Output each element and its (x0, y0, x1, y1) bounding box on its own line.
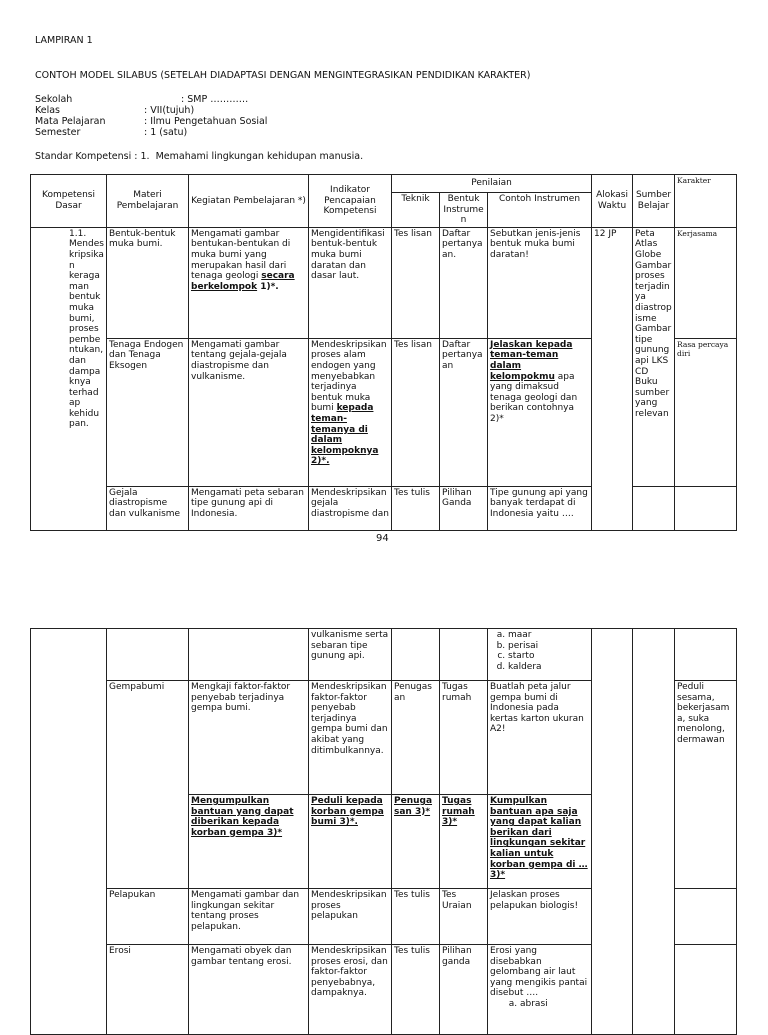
bentuk-cell: Daftar pertanyaan (440, 338, 488, 486)
bentuk-cell (440, 629, 488, 681)
contoh-cell: Jelaskan kepada teman-teman dalam kelompokmu apa yang dimaksud tenaga geologi dan berikan contohnya 2)* (488, 338, 592, 486)
karakter-cell (675, 486, 737, 530)
header-teknik: Teknik (392, 193, 440, 228)
materi-cell: Gempabumi (107, 681, 189, 889)
indikator-cell: vulkanisme serta sebaran tipe gunung api. (309, 629, 392, 681)
materi-cell (107, 629, 189, 681)
syllabus-table-page1 (30, 174, 737, 531)
teknik-cell (392, 629, 440, 681)
indikator-cell: Mendeskripsikan gejala diastropisme dan (309, 486, 392, 530)
standar-kompetensi: Standar Kompetensi : 1. Memahami lingkungan kehidupan manusia. (35, 151, 364, 162)
karakter-cell: Rasa percaya diri (675, 338, 737, 486)
contoh-cell: Tipe gunung api yang banyak terdapat di Indonesia yaitu …. (488, 486, 592, 530)
mapel-label: Mata Pelajaran (35, 116, 106, 127)
contoh-cell: Buatlah peta jalur gempa bumi di Indonesia pada kertas karton ukuran A2! (488, 681, 592, 795)
kegiatan-cell: Mengamati gambar dan lingkungan sekitar tentang proses pelapukan. (189, 889, 309, 945)
mapel-value: : Ilmu Pengetahuan Sosial (144, 116, 268, 127)
teknik-cell: Tes tulis (392, 945, 440, 1035)
lampiran-label: LAMPIRAN 1 (35, 35, 93, 46)
bentuk-cell: Pilihan Ganda (440, 486, 488, 530)
kegiatan-cell: Mengamati obyek dan gambar tentang erosi. (189, 945, 309, 1035)
materi-cell: Gejala diastropisme dan vulkanisme (107, 486, 189, 530)
bentuk-cell: Tugas rumah (440, 681, 488, 795)
sumber-cell (633, 486, 675, 530)
kelas-label: Kelas (35, 105, 61, 116)
materi-cell: Pelapukan (107, 889, 189, 945)
contoh-cell: Jelaskan proses pelapukan biologis! (488, 889, 592, 945)
contoh-cell: Sebutkan jenis-jenis bentuk muka bumi daratan! (488, 227, 592, 338)
header-indikator: Indikator Pencapaian Kompetensi (309, 175, 392, 228)
teknik-cell: Penugasan (392, 681, 440, 795)
header-kompetensi: Kompetensi Dasar (31, 175, 107, 228)
answer-options (490, 630, 589, 672)
page-number: 94 (376, 533, 389, 544)
bentuk-cell: Pilihan ganda (440, 945, 488, 1035)
option-item: c. starto (508, 651, 589, 662)
header-karakter: Karakter (675, 175, 737, 228)
header-materi: Materi Pembelajaran (107, 175, 189, 228)
header-contoh: Contoh Instrumen (488, 193, 592, 228)
kegiatan-cell: Mengkaji faktor-faktor penyebab terjadinya gempa bumi. (189, 681, 309, 795)
option-item: d. kaldera (508, 662, 589, 673)
sekolah-label: Sekolah (35, 94, 73, 105)
karakter-cell (675, 945, 737, 1035)
karakter-cell: Peduli sesama, bekerjasama, suka menolong, dermawan (675, 681, 737, 889)
karakter-cell (675, 889, 737, 945)
indikator-cell: Peduli kepada korban gempa bumi 3)*. (309, 795, 392, 889)
contoh-cell (488, 629, 592, 681)
sekolah-value: : SMP ………… (181, 94, 249, 105)
materi-cell: Erosi (107, 945, 189, 1035)
kelas-value: : VII(tujuh) (144, 105, 195, 116)
materi-cell: Bentuk-bentuk muka bumi. (107, 227, 189, 338)
semester-label: Semester (35, 127, 81, 138)
teknik-cell: Tes tulis (392, 486, 440, 530)
bentuk-cell: Tes Uraian (440, 889, 488, 945)
header-alokasi: Alokasi Waktu (592, 175, 633, 228)
kd-cell (31, 629, 107, 1035)
indikator-cell: Mendeskripsikan proses pelapukan (309, 889, 392, 945)
alokasi-cell: 12 JP (592, 227, 633, 530)
teknik-cell: Tes tulis (392, 889, 440, 945)
kegiatan-cell: Mengamati peta sebaran tipe gunung api di Indonesia. (189, 486, 309, 530)
bentuk-cell: Daftar pertanyaan. (440, 227, 488, 338)
document-title: CONTOH MODEL SILABUS (SETELAH DIADAPTASI DENGAN MENGINTEGRASIKAN PENDIDIKAN KARAKTER) (35, 70, 531, 81)
kegiatan-cell (189, 629, 309, 681)
alokasi-cell (592, 629, 633, 1035)
indikator-cell: Mendeskripsikan proses erosi, dan faktor-faktor penyebabnya, dampaknya. (309, 945, 392, 1035)
kegiatan-cell: Mengamati gambar bentukan-bentukan di muka bumi yang merupakan hasil dari tenaga geologi secara berkelompok 1)*. (189, 227, 309, 338)
teknik-cell: Tes lisan (392, 227, 440, 338)
indikator-cell: Mengidentifikasi bentuk-bentuk muka bumi daratan dan dasar laut. (309, 227, 392, 338)
syllabus-table-page2 (30, 628, 737, 1035)
semester-value: : 1 (satu) (144, 127, 188, 138)
kegiatan-cell: Mengumpulkan bantuan yang dapat diberikan kepada korban gempa 3)* (189, 795, 309, 889)
answer-options (490, 999, 589, 1010)
karakter-cell: Kerjasama (675, 227, 737, 338)
teknik-cell: Tes lisan (392, 338, 440, 486)
header-kegiatan: Kegiatan Pembelajaran *) (189, 175, 309, 228)
karakter-cell (675, 629, 737, 681)
bentuk-cell: Tugas rumah 3)* (440, 795, 488, 889)
kd-cell: 1.1. Mendeskripsikan keragaman bentuk muka bumi, proses pembentukan, dan dampaknya terhadap kehidupan. (31, 227, 107, 530)
option-item: a. maar (508, 630, 589, 641)
indikator-cell: Mendeskripsikan proses alam endogen yang menyebabkan terjadinya bentuk muka bumi kepada teman-temanya di dalam kelompoknya 2)*. (309, 338, 392, 486)
sumber-cell: Peta Atlas Globe Gambar proses terjadinya diastropisme Gambar tipe gunung api LKS CD Buku sumber yang relevan (633, 227, 675, 486)
materi-cell: Tenaga Endogen dan Tenaga Eksogen (107, 338, 189, 486)
contoh-cell: Kumpulkan bantuan apa saja yang dapat kalian berikan dari lingkungan sekitar kalian untuk korban gempa di … 3)* (488, 795, 592, 889)
teknik-cell: Penugasan 3)* (392, 795, 440, 889)
header-bentuk: Bentuk Instrumen (440, 193, 488, 228)
indikator-cell: Mendeskripsikan faktor-faktor penyebab terjadinya gempa bumi dan akibat yang ditimbulkannya. (309, 681, 392, 795)
header-sumber: Sumber Belajar (633, 175, 675, 228)
kegiatan-cell: Mengamati gambar tentang gejala-gejala diastropisme dan vulkanisme. (189, 338, 309, 486)
sumber-cell (633, 629, 675, 1035)
option-item: b. perisai (508, 641, 589, 652)
contoh-cell: Erosi yang disebabkan gelombang air laut yang mengikis pantai disebut …. a. abrasi (488, 945, 592, 1035)
header-penilaian: Penilaian (392, 175, 592, 193)
option-item: a. abrasi (520, 999, 589, 1010)
